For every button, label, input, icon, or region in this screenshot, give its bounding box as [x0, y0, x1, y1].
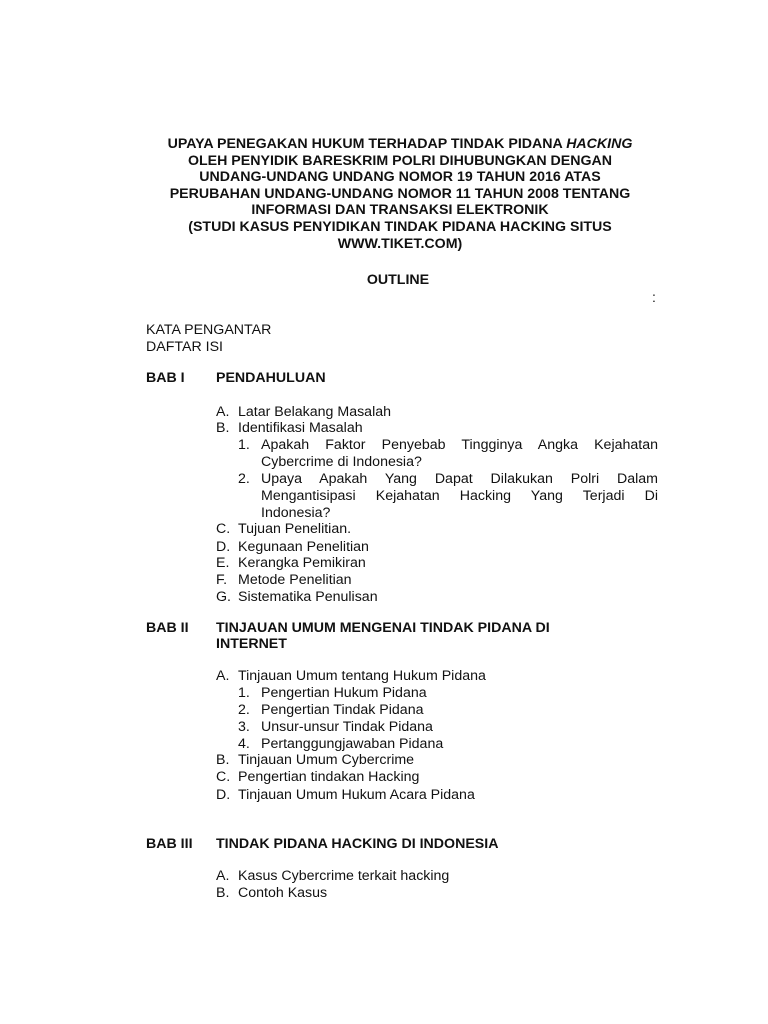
bab1-e-letter: E. — [216, 555, 230, 571]
bab2-b-letter: B. — [216, 752, 230, 768]
bab2-a-letter: A. — [216, 668, 230, 684]
bab1-g-text: Sistematika Penulisan — [238, 589, 378, 605]
bab1-title: PENDAHULUAN — [216, 370, 326, 386]
bab1-f-text: Metode Penelitian — [238, 572, 352, 588]
bab2-a4-text: Pertanggungjawaban Pidana — [261, 736, 444, 752]
bab2-a2-num: 2. — [238, 702, 250, 718]
title-line-4: PERUBAHAN UNDANG-UNDANG NOMOR 11 TAHUN 2008 TENTANG — [169, 185, 631, 202]
kata-pengantar: KATA PENGANTAR — [146, 322, 272, 338]
bab2-a1-text: Pengertian Hukum Pidana — [261, 685, 427, 701]
bab2-a3-text: Unsur-unsur Tindak Pidana — [261, 719, 433, 735]
bab1-b1-num: 1. — [238, 437, 250, 453]
outline-heading: OUTLINE — [366, 272, 430, 288]
bab2-a3-num: 3. — [238, 719, 250, 735]
bab2-number: BAB II — [146, 620, 189, 636]
bab1-e-text: Kerangka Pemikiran — [238, 555, 366, 571]
bab3-a-text: Kasus Cybercrime terkait hacking — [238, 868, 450, 884]
bab2-c-letter: C. — [216, 769, 231, 785]
bab1-b2-text — [261, 471, 658, 521]
bab1-b2-line2: Mengantisipasi Kejahatan Hacking Yang Terjadi Di — [261, 487, 658, 504]
title-line-3: UNDANG-UNDANG UNDANG NOMOR 19 TAHUN 2016 ATAS — [199, 169, 601, 186]
title-line-5: INFORMASI DAN TRANSAKSI ELEKTRONIK — [251, 202, 549, 219]
bab1-b1-text — [261, 437, 658, 471]
bab1-a-text: Latar Belakang Masalah — [238, 404, 392, 420]
stray-colon: : — [652, 289, 656, 305]
bab2-a4-num: 4. — [238, 736, 250, 752]
title-line-2: OLEH PENYIDIK BARESKRIM POLRI DIHUBUNGKAN DENGAN — [187, 152, 613, 169]
bab1-f-letter: F. — [216, 572, 228, 588]
bab2-title-line1: TINJAUAN UMUM MENGENAI TINDAK PIDANA DI — [216, 620, 550, 636]
bab2-a-text: Tinjauan Umum tentang Hukum Pidana — [238, 668, 486, 684]
bab2-d-letter: D. — [216, 787, 231, 803]
daftar-isi: DAFTAR ISI — [146, 339, 223, 355]
bab3-number: BAB III — [146, 836, 193, 852]
bab2-a2-text: Pengertian Tindak Pidana — [261, 702, 424, 718]
bab1-b2-line1: Upaya Apakah Yang Dapat Dilakukan Polri Dalam — [261, 471, 658, 487]
bab1-number: BAB I — [146, 370, 185, 386]
title-italic-hacking: HACKING — [566, 136, 633, 152]
bab2-a1-num: 1. — [238, 685, 250, 701]
bab3-b-text: Contoh Kasus — [238, 885, 328, 901]
bab1-b1-line1: Apakah Faktor Penyebab Tingginya Angka Kejahatan — [261, 437, 658, 453]
bab3-b-letter: B. — [216, 885, 230, 901]
bab1-b2-line3: Indonesia? — [261, 504, 331, 521]
title-line-1: UPAYA PENEGAKAN HUKUM TERHADAP TINDAK PIDANA HACKING — [167, 136, 633, 152]
bab3-a-letter: A. — [216, 868, 230, 884]
bab2-c-text: Pengertian tindakan Hacking — [238, 769, 420, 785]
title-line-7: WWW.TIKET.COM) — [337, 235, 463, 252]
bab1-b-letter: B. — [216, 420, 230, 436]
bab1-d-letter: D. — [216, 539, 231, 555]
bab1-b-text: Identifikasi Masalah — [238, 420, 363, 436]
bab1-a-letter: A. — [216, 404, 230, 420]
bab2-title-line2: INTERNET — [216, 636, 287, 652]
bab1-b1-line2: Cybercrime di Indonesia? — [261, 453, 422, 470]
bab3-title: TINDAK PIDANA HACKING DI INDONESIA — [216, 836, 499, 852]
bab2-d-text: Tinjauan Umum Hukum Acara Pidana — [238, 787, 475, 803]
bab1-c-letter: C. — [216, 521, 231, 537]
bab1-d-text: Kegunaan Penelitian — [238, 539, 369, 555]
bab2-b-text: Tinjauan Umum Cybercrime — [238, 752, 415, 768]
bab1-b2-num: 2. — [238, 471, 250, 487]
bab1-g-letter: G. — [216, 589, 231, 605]
document-title — [120, 136, 680, 252]
bab1-c-text: Tujuan Penelitian. — [238, 521, 352, 537]
title-line-6: (STUDI KASUS PENYIDIKAN TINDAK PIDANA HACKING SITUS — [188, 218, 612, 235]
